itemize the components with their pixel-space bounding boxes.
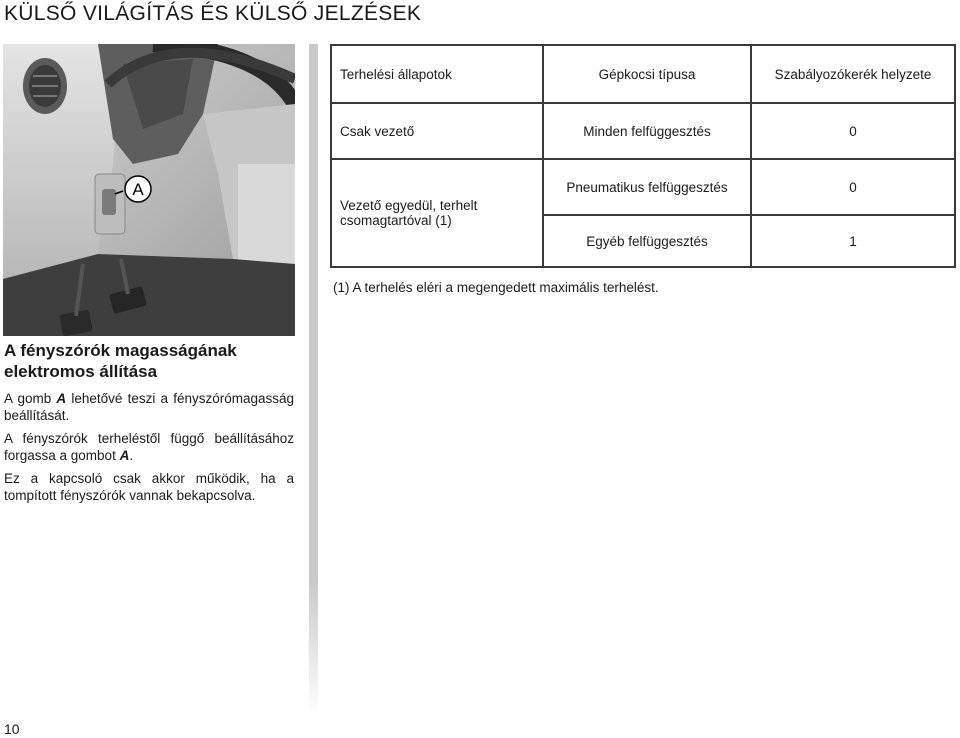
section-heading: A fényszórók magasságának elektromos állítása — [4, 341, 237, 381]
table-header-cell: Terhelési állapotok — [331, 45, 543, 103]
paragraph: A fényszórók terheléstől függő beállításához forgassa a gombot A. — [4, 431, 294, 463]
button-reference: A — [56, 391, 67, 406]
table-cell: 0 — [751, 159, 955, 215]
table-row — [331, 159, 955, 215]
table-cell: 0 — [751, 103, 955, 159]
page-number: 10 — [4, 721, 20, 737]
table-cell: Csak vezető — [331, 103, 543, 159]
paragraph: A gomb A lehetővé teszi a fényszórómagasság beállítását. — [4, 391, 295, 423]
table-row — [331, 103, 955, 159]
table-cell: 1 — [751, 215, 955, 267]
button-reference: A — [119, 448, 130, 463]
table-cell: Vezető egyedül, terhelt csomagtartóval (1) — [331, 159, 543, 267]
dashboard-photo — [3, 44, 295, 336]
table-cell: Pneumatikus felfüggesztés — [543, 159, 751, 215]
table-header-cell: Gépkocsi típusa — [543, 45, 751, 103]
column-divider — [309, 44, 318, 716]
table-cell: Minden felfüggesztés — [543, 103, 751, 159]
table-header-cell: Szabályozókerék helyzete — [751, 45, 955, 103]
paragraph: Ez a kapcsoló csak akkor működik, ha a tompított fényszórók vannak bekapcsolva. — [4, 471, 294, 503]
callout-label: A — [132, 180, 144, 199]
table-footnote: (1) A terhelés eléri a megengedett maximális terhelést. — [333, 280, 659, 295]
table-cell: Egyéb felfüggesztés — [543, 215, 751, 267]
page-title: KÜLSŐ VILÁGÍTÁS ÉS KÜLSŐ JELZÉSEK — [4, 2, 422, 25]
load-settings-table — [330, 44, 956, 268]
